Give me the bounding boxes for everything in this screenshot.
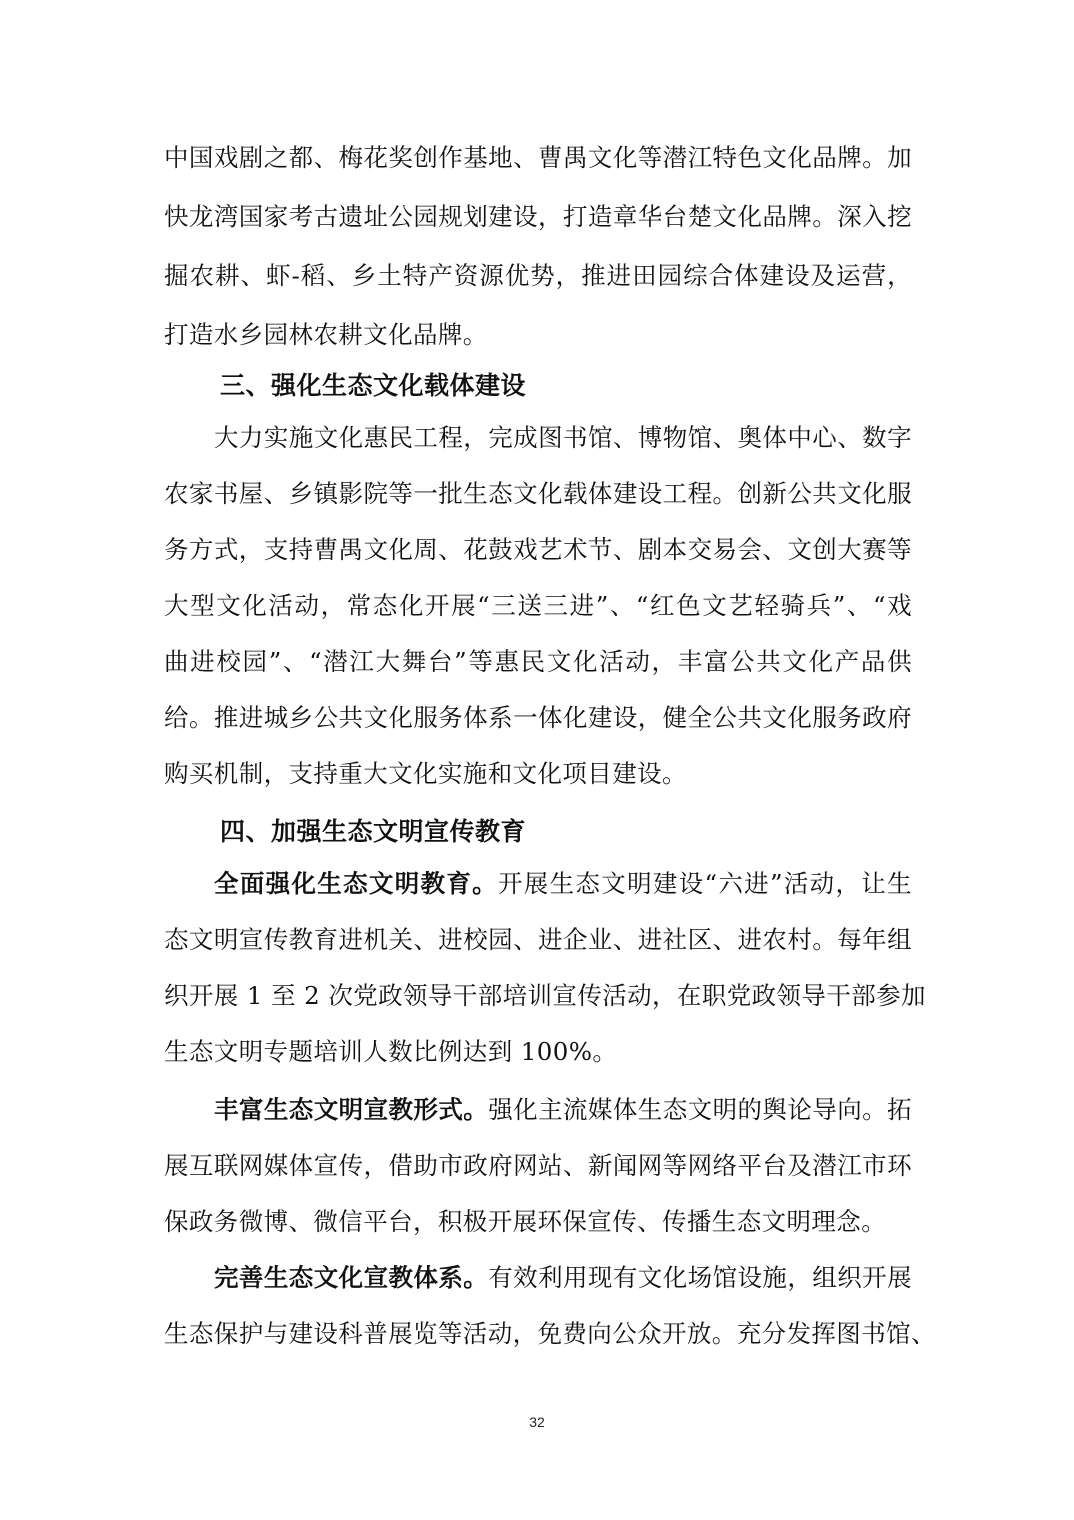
section-heading-3: 三、强化生态文化载体建设 [220,371,527,400]
paragraph-lead-rest: 有效利用现有文化场馆设施，组织开展 [488,1263,912,1292]
paragraph-line: 务方式，支持曹禺文化周、花鼓戏艺术节、剧本交易会、文创大赛等 [164,535,912,564]
paragraph-line: 给。推进城乡公共文化服务体系一体化建设，健全公共文化服务政府 [164,703,912,732]
paragraph-lead-rest: 强化主流媒体生态文明的舆论导向。拓 [488,1095,912,1124]
paragraph-line: 织开展 1 至 2 次党政领导干部培训宣传活动，在职党政领导干部参加 [164,981,926,1010]
section-heading-4: 四、加强生态文明宣传教育 [220,817,527,846]
paragraph-first-line [214,1090,912,1130]
paragraph-line: 中国戏剧之都、梅花奖创作基地、曹禺文化等潜江特色文化品牌。加 [164,143,912,172]
paragraph-line: 生态文明专题培训人数比例达到 100%。 [164,1037,618,1066]
paragraph-line: 打造水乡园林农耕文化品牌。 [164,320,488,349]
paragraph-line: 掘农耕、虾-稻、乡土特产资源优势，推进田园综合体建设及运营， [164,261,912,290]
paragraph-line: 农家书屋、乡镇影院等一批生态文化载体建设工程。创新公共文化服 [164,479,912,508]
paragraph-lead: 完善生态文化宣教体系。 [214,1263,489,1292]
page-number: 32 [529,1414,545,1430]
paragraph-first-line [214,864,912,904]
paragraph-first-line [214,1258,912,1298]
paragraph-lead-rest: 开展生态文明建设“六进”活动，让生 [497,869,912,898]
paragraph-line: 快龙湾国家考古遗址公园规划建设，打造章华台楚文化品牌。深入挖 [164,202,912,231]
paragraph-line: 展互联网媒体宣传，借助市政府网站、新闻网等网络平台及潜江市环 [164,1151,912,1180]
paragraph-line: 态文明宣传教育进机关、进校园、进企业、进社区、进农村。每年组 [164,925,912,954]
paragraph-line: 大力实施文化惠民工程，完成图书馆、博物馆、奥体中心、数字 [214,423,912,452]
paragraph-line: 生态保护与建设科普展览等活动，免费向公众开放。充分发挥图书馆、 [164,1319,936,1348]
paragraph-line: 曲进校园”、“潜江大舞台”等惠民文化活动，丰富公共文化产品供 [164,647,912,676]
paragraph-lead: 全面强化生态文明教育。 [214,869,498,898]
paragraph-line: 购买机制，支持重大文化实施和文化项目建设。 [164,759,687,788]
paragraph-line: 保政务微博、微信平台，积极开展环保宣传、传播生态文明理念。 [164,1207,887,1236]
paragraph-line: 大型文化活动，常态化开展“三送三进”、“红色文艺轻骑兵”、“戏 [164,591,912,620]
paragraph-lead: 丰富生态文明宣教形式。 [214,1095,489,1124]
